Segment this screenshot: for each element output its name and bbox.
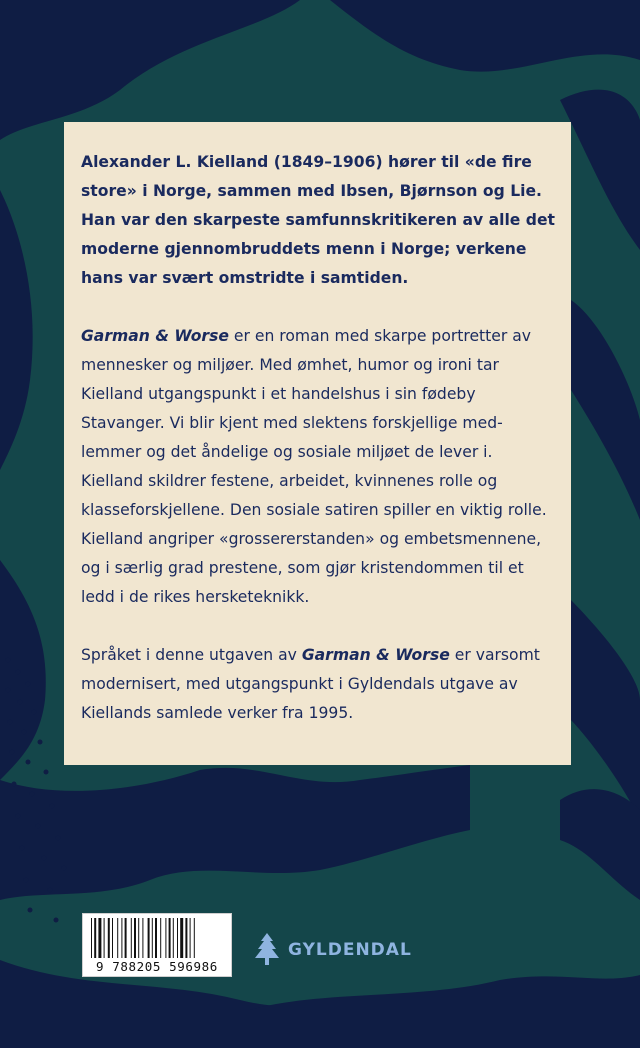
book-title: Garman & Worse [81,327,229,345]
edition-note-text: er varsomt modernisert, med utgangspunkt i Gyldendals utgave av Kiellands samlede verker fra 1995. [81,646,540,722]
book-title: Garman & Worse [301,646,450,664]
publisher-logo [252,931,412,969]
edition-note-paragraph [81,641,555,728]
barcode-bars [89,918,225,958]
blurb-panel [64,122,571,765]
description-text: er en roman med skarpe portretter av mennesker og miljøer. Med ømhet, humor og ironi tar Kielland utgangspunkt i et handelshus i sin fødeby Stavanger. Vi blir kjent med slektens forskjellige medlemmer og det åndelige og sosiale miljøet de lever i. Kielland skildrer festene, arbeidet, kvinnenes rolle og klasseforskjellene. Den sosiale satiren spiller en viktig rolle. Kielland angriper «grossererstanden» og embetsmennene, og i særlig grad prestene, som gjør kristendommen til et ledd i de rikes hersketeknikk. [81,327,547,606]
intro-paragraph: Alexander L. Kielland (1849–1906) hører til «de fire store» i Norge, sammen med Ibsen, Bjørnson og Lie. Han var den skarpeste samfunnskritikeren av alle det moderne gjennombruddets menn i Norge; verkene hans var svært omstridte i samtiden. [81,153,556,287]
isbn-number: 9 788205 596986 [96,959,218,974]
publisher-name: GYLDENDAL [288,940,412,960]
tree-icon [252,931,282,969]
edition-note-text: Språket i denne utgaven av [81,646,302,664]
description-paragraph [81,322,555,612]
isbn-barcode [82,913,232,977]
